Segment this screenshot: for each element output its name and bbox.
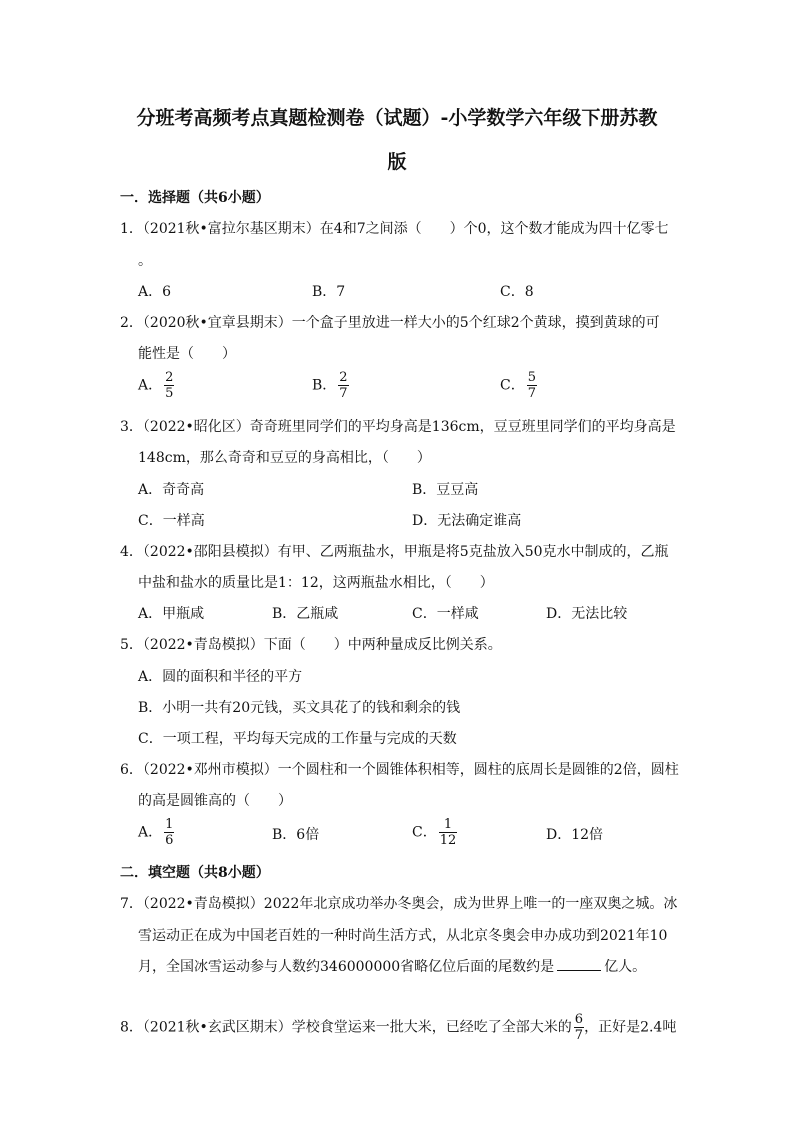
answer-blank[interactable] [557, 958, 601, 971]
fraction-denominator: 12 [439, 833, 457, 848]
q2-option-b-fraction [338, 370, 348, 401]
q2-option-a-fraction [164, 370, 174, 401]
q2-option-c-label: C． [500, 377, 525, 394]
q4-option-a: A．甲瓶咸 [138, 606, 205, 622]
q4-option-b: B．乙瓶咸 [272, 606, 339, 622]
q5-option-b: B．小明一共有20元钱，买文具花了的钱和剩余的钱 [138, 700, 461, 716]
question-2-text-cont: 能性是（ ） [138, 346, 236, 362]
title-line-2: 版 [387, 151, 407, 173]
question-1-text: 1．（2021秋•富拉尔基区期末）在4和7之间添（ ）个0，这个数才能成为四十亿零七 [120, 221, 669, 237]
fraction-numerator: 6 [574, 1012, 584, 1027]
q4-option-d: D．无法比较 [546, 606, 628, 622]
fraction-numerator: 2 [339, 370, 348, 385]
q3-option-c: C．一样高 [138, 513, 205, 529]
q5-option-c: C．一项工程，平均每天完成的工作量与完成的天数 [138, 731, 457, 747]
question-7-text-part: 月，全国冰雪运动参与人数约346000000省略亿位后面的尾数约是 [138, 959, 555, 975]
q6-option-c-label: C． [412, 824, 437, 841]
q6-option-a-fraction [164, 817, 174, 848]
question-2-text: 2．（2020秋•宜章县期末）一个盒子里放进一样大小的5个红球2个黄球，摸到黄球的可 [120, 315, 660, 331]
q6-option-c-fraction [439, 817, 458, 848]
question-8-text [120, 1012, 676, 1043]
fraction-numerator: 2 [165, 370, 174, 385]
q6-option-c [412, 817, 457, 848]
q6-option-d: D．12倍 [546, 827, 604, 843]
q3-option-a: A．奇奇高 [138, 482, 205, 498]
q2-option-a-label: A． [138, 377, 163, 394]
question-4-text: 4．（2022•邵阳县模拟）有甲、乙两瓶盐水，甲瓶是将5克盐放入50克水中制成的，乙瓶 [120, 544, 669, 560]
q5-option-a: A．圆的面积和半径的平方 [138, 669, 303, 685]
question-8-text-part-2: ，正好是2.4吨 [584, 1019, 677, 1036]
q3-option-d: D．无法确定谁高 [412, 513, 522, 529]
q1-option-c: C．8 [500, 284, 534, 300]
question-5-text: 5．（2022•青岛模拟）下面（ ）中两种量成反比例关系。 [120, 637, 502, 653]
q6-option-a [138, 817, 174, 848]
fraction-denominator: 6 [165, 833, 174, 848]
question-6-text: 6．（2022•邓州市模拟）一个圆柱和一个圆锥体积相等，圆柱的底周长是圆锥的2倍，圆柱 [120, 762, 679, 778]
question-7-text-cont: 雪运动正在成为中国老百姓的一种时尚生活方式，从北京冬奥会申办成功到2021年10 [138, 928, 668, 944]
section-heading-fill: 二．填空题（共8小题） [120, 865, 270, 881]
question-7-text: 7．（2022•青岛模拟）2022年北京成功举办冬奥会，成为世界上唯一的一座双奥之城。冰 [120, 896, 678, 912]
document-title [100, 96, 694, 184]
fraction-numerator: 5 [527, 370, 536, 385]
question-3-text-cont: 148cm，那么奇奇和豆豆的身高相比，（ ） [138, 450, 431, 466]
question-3-text: 3．（2022•昭化区）奇奇班里同学们的平均身高是136cm，豆豆班里同学们的平均身高是 [120, 419, 676, 435]
q1-option-a: A．6 [138, 284, 172, 300]
question-8-text-part: 8．（2021秋•玄武区期末）学校食堂运来一批大米，已经吃了全部大米的 [120, 1019, 572, 1036]
q2-option-c [500, 370, 537, 401]
q3-option-b: B．豆豆高 [412, 482, 479, 498]
question-4-text-cont: 中盐和盐水的质量比是1：12，这两瓶盐水相比，（ ） [138, 575, 494, 591]
q2-option-c-fraction [527, 370, 537, 401]
q6-option-a-label: A． [138, 824, 163, 841]
question-7-text-cont-2 [138, 956, 646, 976]
fraction-numerator: 1 [165, 817, 174, 832]
fraction-numerator: 1 [443, 817, 453, 832]
fraction-denominator: 7 [574, 1028, 584, 1043]
q2-option-a [138, 370, 174, 401]
section-heading-choice: 一．选择题（共6小题） [120, 190, 270, 206]
q6-option-b: B．6倍 [272, 827, 320, 843]
title-line-1: 分班考高频考点真题检测卷（试题）-小学数学六年级下册苏教 [136, 107, 658, 129]
q2-option-b-label: B． [312, 377, 337, 394]
q4-option-c: C．一样咸 [412, 606, 479, 622]
fraction-denominator: 7 [527, 386, 536, 401]
fraction-denominator: 7 [339, 386, 348, 401]
q1-option-b: B．7 [312, 284, 346, 300]
question-1-text-cont: 。 [138, 253, 152, 269]
question-6-text-cont: 的高是圆锥高的（ ） [138, 793, 292, 809]
question-7-text-unit: 亿人。 [604, 959, 647, 975]
question-8-fraction [574, 1012, 584, 1043]
q2-option-b [312, 370, 349, 401]
fraction-denominator: 5 [165, 386, 174, 401]
